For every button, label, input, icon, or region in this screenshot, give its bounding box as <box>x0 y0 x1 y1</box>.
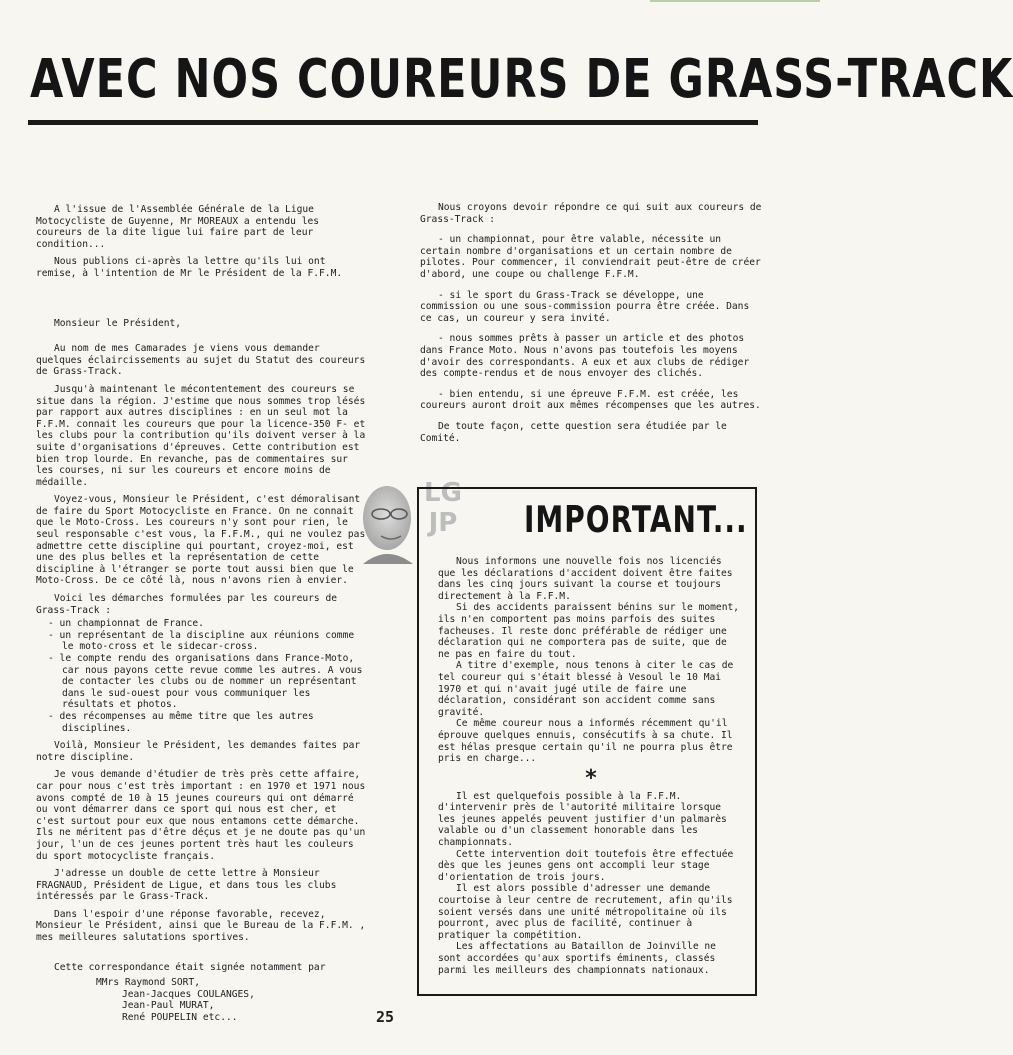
letter-column <box>36 204 368 1024</box>
letter-paragraph: Je vous demande d'étudier de très près cette affaire, car pour nous c'est très important : en 1970 et 1971 nous avons compté de 10 à 15 jeunes coureurs qui ont démarré ou vont démarrer dans ce sport qui nous est cher, et c'est surtout pour eux que nous entamons cette démarche. Ils ne méritent pas d'être déçus et je ne doute pas qu'un jour, l'un de ces jeunes portent très haut les couleurs du sport motocycliste français. <box>36 769 366 862</box>
title-rule <box>28 120 758 125</box>
notice-paragraph: Ce même coureur nous a informés récemment qu'il éprouve quelques ennuis, consécutifs à sa chute. Il est hélas presque certain qu'il ne pourra plus être pris en charge... <box>438 718 733 765</box>
page-number: 25 <box>376 1008 395 1026</box>
letter-paragraph: Voici les démarches formulées par les coureurs de Grass-Track : <box>36 593 338 616</box>
intro-paragraph: Nous publions ci-après la lettre qu'ils lui ont remise, à l'intention de Mr le Président de la F.F.M. <box>36 256 343 279</box>
reply-item: - si le sport du Grass-Track se développe, une commission ou une sous-commission pourra être créée. Dans ce cas, un coureur y sera invité. <box>420 289 750 324</box>
notice-paragraph: Si des accidents paraissent bénins sur le moment, ils n'en comportent pas moins parfois des suites facheuses. Il reste donc préférable de rédiger une déclaration qui ne comportera pas de suite, que de ne pas en faire du tout. <box>438 602 740 660</box>
notice-paragraph: Nous informons une nouvelle fois nos licenciés que les déclarations d'accident doivent être faites dans les cinq jours suivant la course et toujours directement à la F.F.M. <box>438 556 733 602</box>
page-title: AVEC NOS COUREURS DE GRASS-TRACK <box>30 48 1013 111</box>
letter-paragraph: Au nom de mes Camarades je viens vous demander quelques éclaircissements au sujet du Statut des coureurs de Grass-Track. <box>36 343 366 378</box>
demand-item: - un championnat de France. <box>48 618 204 630</box>
reply-closing: De toute façon, cette question sera étudiée par le Comité. <box>420 420 727 444</box>
reply-item: - un championnat, pour être valable, nécessite un certain nombre d'organisations et un certain nombre de pilotes. Pour commencer, il conviendrait peut-être de créer d'abord, une coupe ou challenge F.F.M. <box>420 234 761 280</box>
demand-item: - des récompenses au même titre que les autres disciplines. <box>48 710 314 734</box>
reply-column <box>420 202 762 453</box>
signatory-name: Jean-Paul MURAT, <box>122 1000 215 1012</box>
signatories <box>36 977 368 1023</box>
letter-paragraph: Voyez-vous, Monsieur le Président, c'est démoralisant de faire du Sport Motocycliste en France. On ne connait que le Moto-Cross. Les coureurs n'y sont pour rien, le seul responsable c'est vous, la F.F.M., qui ne voulez pas admettre cette discipline qui pourtant, croyez-moi, est une des plus belles et la représentation de cette discipline à l'étranger se porte tout aussi bien que le Moto-Cross. De ce côté là, nous n'avons rien à envier. <box>36 494 366 587</box>
important-title: IMPORTANT... <box>524 498 748 541</box>
letter-paragraph: Jusqu'à maintenant le mécontentement des coureurs se situe dans la région. J'estime que nous sommes trop lésés par rapport aux autres disciplines : en un seul mot la F.F.M. connait les coureurs que pour la licence-350 F- et les clubs pour la contribution qu'ils doivent verser à la suite d'organisations d'épreuves. Cette contribution est bien trop lourde. En revanche, pas de commentaires sur les courses, ni sur les coureurs et encore moins de médaille. <box>36 383 366 488</box>
signatory-name: René POUPELIN etc... <box>122 1012 238 1024</box>
letter-paragraph: J'adresse un double de cette lettre à Monsieur FRAGNAUD, Président de Ligue, et dans tous les clubs intéressés par le Grass-Track. <box>36 868 337 903</box>
notice-paragraph: Cette intervention doit toutefois être effectuée dès que les jeunes gens ont accompli leur stage d'orientation de trois jours. <box>438 848 734 883</box>
reply-item: - nous sommes prêts à passer un article et des photos dans France Moto. Nous n'avons pas toutefois les moyens d'avoir des correspondants. A eux et aux clubs de rédiger des compte-rendus et de nous envoyer des clichés. <box>420 333 750 380</box>
watermark-logo: LG JP <box>424 478 462 538</box>
signatory-name: Jean-Jacques COULANGES, <box>122 988 255 1000</box>
portrait-photo <box>353 478 415 564</box>
letter-salutation: Monsieur le Président, <box>54 317 182 329</box>
signature-note: Cette correspondance était signée notamment par <box>54 961 326 973</box>
notice-paragraph: A titre d'exemple, nous tenons à citer le cas de tel coureur qui s'était blessé à Vesoul le 10 Mai 1970 et qui n'avait jugé utile de faire une déclaration, considérant son accident comme sans gravité. <box>438 660 734 718</box>
demand-item: - un représentant de la discipline aux réunions comme le moto-cross et le sidecar-cross. <box>48 629 355 653</box>
notice-paragraph: Il est quelquefois possible à la F.F.M. d'intervenir près de l'autorité militaire lorsque les jeunes appelés peuvent justifier d'un palmarès valable ou d'un classement honorable dans les championnats. <box>438 790 727 849</box>
reply-intro: Nous croyons devoir répondre ce qui suit aux coureurs de Grass-Track : <box>420 202 762 225</box>
letter-paragraph: Voilà, Monsieur le Président, les demandes faites par notre discipline. <box>36 740 361 763</box>
important-body <box>438 556 744 976</box>
letter-paragraph: Dans l'espoir d'une réponse favorable, recevez, Monsieur le Président, ainsi que le Bureau de la F.F.M. , mes meilleures salutations sportives. <box>36 908 366 944</box>
reply-item: - bien entendu, si une épreuve F.F.M. est créée, les coureurs auront droit aux mêmes récompenses que les autres. <box>420 388 761 412</box>
top-edge-line <box>650 0 820 2</box>
intro-paragraph: A l'issue de l'Assemblée Générale de la Ligue Motocycliste de Guyenne, Mr MOREAUX a entendu les coureurs de la dite ligue lui faire part de leur condition... <box>36 204 320 250</box>
signatory-name: MMrs Raymond SORT, <box>96 977 200 989</box>
notice-paragraph: Il est alors possible d'adresser une demande courtoise à leur centre de recrutement, afin qu'ils soient versés dans une unité métropolitaine où ils pourront, avec plus de facilité, continuer à pratiquer la compétition. <box>438 883 733 941</box>
demand-item: - le compte rendu des organisations dans France-Moto, car nous payons cette revue comme les autres. A vous de contacter les clubs ou de nommer un représentant dans le sud-ouest pour vous communiquer les résultats et photos. <box>48 653 363 711</box>
asterisk-separator: * <box>584 765 598 791</box>
notice-paragraph: Les affectations au Bataillon de Joinville ne sont accordées qu'aux sportifs éminents, classés parmi les meilleurs des championnats nationaux. <box>438 941 716 976</box>
